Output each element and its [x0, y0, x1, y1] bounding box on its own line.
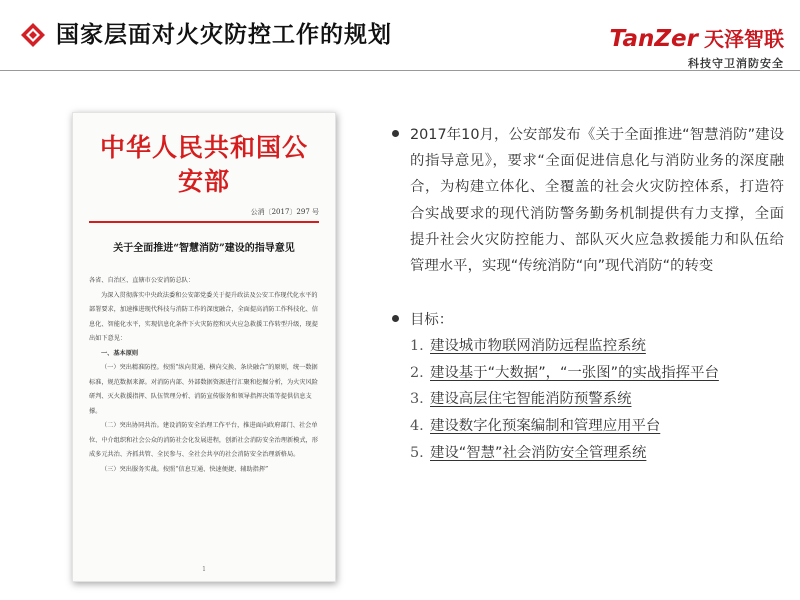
- goal-link[interactable]: 建设“智慧”社会消防安全管理系统: [430, 444, 647, 461]
- goal-link[interactable]: 建设基于“大数据”，“一张图”的实战指挥平台: [430, 364, 719, 381]
- document-salutation: 各省、自治区、直辖市公安消防总队：: [89, 277, 195, 284]
- document-section-heading: 一、基本原则: [101, 349, 139, 357]
- goal-link[interactable]: 建设城市物联网消防远程监控系统: [430, 338, 646, 355]
- background-bullet: [392, 122, 784, 279]
- goal-item[interactable]: [392, 360, 784, 387]
- goal-bullet: [392, 307, 784, 333]
- document-title: 关于全面推进“智慧消防”建设的指导意见: [113, 243, 295, 254]
- goal-number: 1.: [410, 338, 424, 355]
- document-number: 公消〔2017〕297 号: [250, 208, 319, 216]
- slide-header: [0, 0, 800, 72]
- goal-item[interactable]: [392, 440, 784, 467]
- brand-name: [610, 26, 784, 52]
- red-diamond-icon: [20, 22, 46, 48]
- brand-name-latin: TanZer: [609, 26, 698, 52]
- document-red-rule: [89, 221, 319, 223]
- goal-label: 目标：: [410, 312, 454, 329]
- official-document-image: [72, 112, 336, 582]
- goal-number: 4.: [410, 418, 424, 434]
- goal-item[interactable]: [392, 413, 784, 440]
- document-principle: （三）突出服务实战。按照“信息互通、快速便捷、辅助指挥”: [101, 465, 269, 473]
- goal-number: 3.: [410, 391, 424, 408]
- document-page-number: 1: [202, 566, 206, 573]
- goal-number: 2.: [410, 364, 424, 381]
- goal-link[interactable]: 建设数字化预案编制和管理应用平台: [430, 418, 661, 434]
- background-paragraph: 2017年10月，公安部发布《关于全面推进“智慧消防”建设的指导意见》，要求“全面促进信息化与消防业务的深度融合，为构建立体化、全覆盖的社会火灾防控体系，打造符合实战要求的现代消防警务勤务机制提供有力支撑，全面提升社会火灾防控能力、部队灭火应急救援能力和队伍给管理水平，实现“传统消防“向”现代消防“的转变: [410, 127, 784, 275]
- document-paragraph: 为深入贯彻落实中央政法委和公安部党委关于提升政法及公安工作现代化水平的部署要求，加速推进现代科技与消防工作的深度融合，全面提高消防工作科技化、信息化、智能化水平，实现信息化条件下火灾防控和灭火应急救援工作转型升级，现提出如下意见：: [89, 291, 318, 342]
- goal-number: 5.: [410, 444, 424, 461]
- brand-logo: [610, 26, 784, 71]
- brand-slogan: 科技守卫消防安全: [688, 57, 784, 70]
- goal-list: [392, 333, 784, 466]
- document-principle: （一）突出精准防控。按照“纵向贯通、横向交换、条块融合”的原则，统一数据标准，规范数据来源。对消防内部、外部数据资源进行汇聚和挖掘分析，为火灾风险研判、灭火救援指挥、队伍管理分析、消防宣传服务和领导指挥决策等提供信息支撑。: [89, 364, 318, 415]
- document-heading: 中华人民共和国公安部: [99, 133, 308, 196]
- goal-item[interactable]: [392, 386, 784, 413]
- slide-content: [392, 122, 784, 466]
- brand-name-cn: 天泽智联: [704, 27, 784, 51]
- document-principle: （二）突出协同共治。建设消防安全治理工作平台，推进面向政府部门、社会单位、中介组织和社会公众的消防社会化发展进程，创新社会消防安全治理新模式，形成多元共治、齐抓共管、全民参与、全社会共享的社会消防安全治理新格局。: [89, 422, 318, 458]
- slide-title: 国家层面对火灾防控工作的规划: [56, 22, 392, 48]
- bullet-dot-icon: [392, 315, 399, 322]
- bullet-dot-icon: [392, 130, 399, 137]
- document-body: [89, 274, 319, 477]
- goal-link[interactable]: 建设高层住宅智能消防预警系统: [430, 391, 632, 408]
- goal-item[interactable]: [392, 333, 784, 360]
- header-divider: [0, 70, 800, 71]
